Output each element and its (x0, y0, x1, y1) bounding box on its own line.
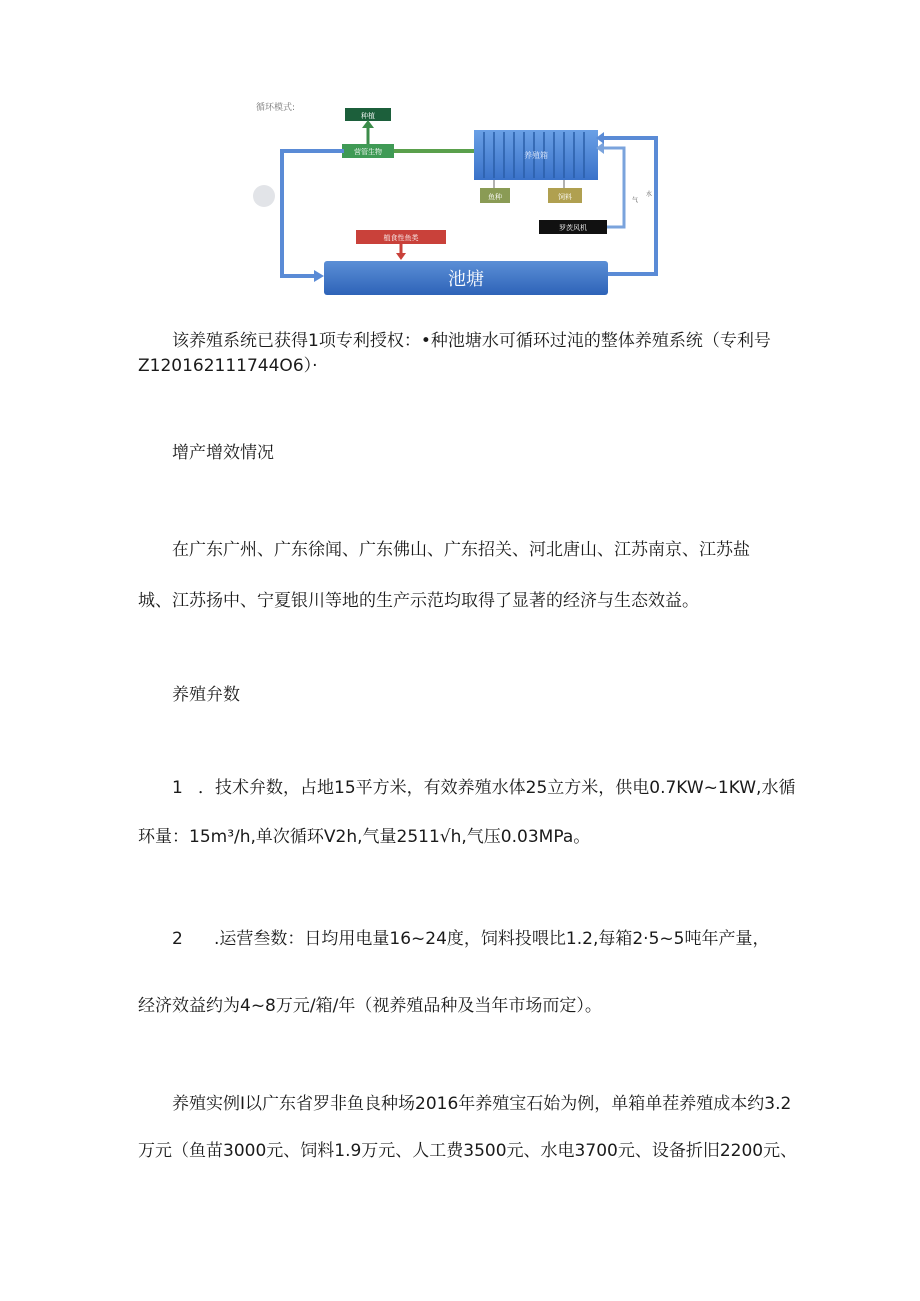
air-line (602, 148, 624, 227)
side-label-air: 气 (632, 197, 639, 204)
example-line-1: 养殖实例I以广东省罗非鱼良种场2016年养殖宝石始为例，单箱单茬养殖成本约3.2 (172, 1094, 792, 1114)
side-label-water: 水 (646, 191, 653, 198)
left-loop-line (282, 151, 344, 276)
param2-line-2: 经济效益约为4~8万元/箱/年（视养殖品种及当年市场而定）。 (138, 996, 602, 1016)
tank-label: 养殖箱 (524, 151, 548, 160)
patent-line-2: Z120162111744O6）· (138, 356, 318, 376)
feed-box-label: 饲料 (558, 193, 572, 201)
param2-number: 2 (172, 929, 183, 949)
param1-line-2: 环量：15m³∕h,单次循环V2h,气量2511√h,气压0.03MPa。 (138, 827, 591, 847)
arrow-head-down (396, 253, 406, 260)
circulation-diagram (252, 96, 672, 300)
circulation-diagram-svg (252, 96, 672, 300)
herbivore-fish-label: 植食性鱼类 (383, 234, 419, 242)
mode-label: 循环模式: (256, 103, 296, 113)
param2-line-1: .运营叁数：日均用电量16~24度，饲料投喂比1.2,每箱2·5~5吨年产量， (214, 929, 770, 949)
blower-label: 罗茨风机 (559, 224, 587, 232)
left-loop-arrow-head (314, 270, 324, 282)
pond-label: 池塘 (448, 269, 484, 290)
patent-line-1: 该养殖系统已获得1项专利授权：•种池塘水可循环过沌的整体养殖系统（专利号 (172, 331, 771, 351)
heading-params: 养殖弁数 (172, 685, 240, 705)
regions-line-1: 在广东广州、广东徐闻、广东佛山、广东招关、河北唐山、江苏南京、江苏盐 (172, 540, 750, 560)
param1-line-1: ．技术弁数，占地15平方米，有效养殖水体25立方米，供电0.7KW~1KW,水循 (198, 778, 796, 798)
planting-label: 种植 (361, 112, 375, 120)
param1-number: 1 (172, 778, 183, 798)
example-line-2: 万元（鱼苗3000元、饲料1.9万元、人工费3500元、水电3700元、设备折旧2200元、 (138, 1141, 798, 1161)
arrow-head-up (362, 120, 374, 128)
regions-line-2: 城、江苏扬中、宁夏银川等地的生产示范均取得了显著的经济与生态效益。 (138, 591, 699, 611)
heading-yield: 增产增效情况 (172, 443, 274, 463)
left-circle-marker (253, 185, 275, 207)
water-return-line (602, 138, 656, 274)
fish-seed-label: 鱼种 (488, 193, 502, 201)
bed-label: 营管生物 (354, 148, 382, 156)
